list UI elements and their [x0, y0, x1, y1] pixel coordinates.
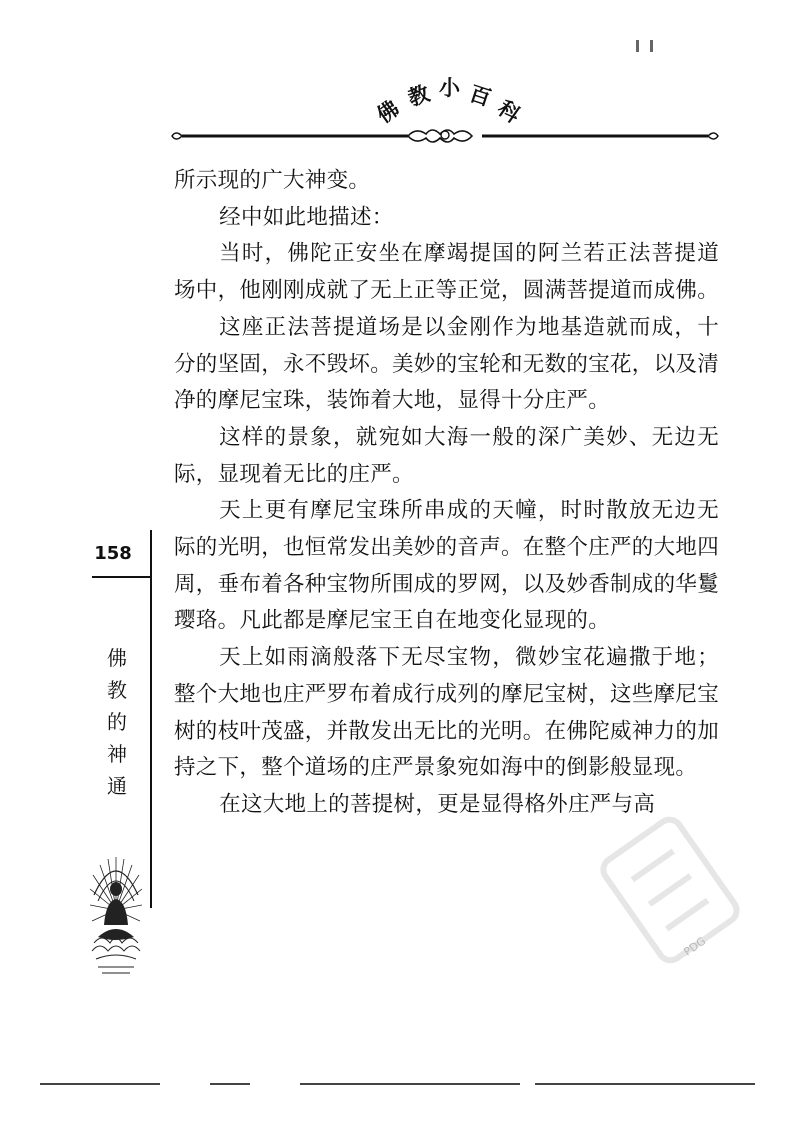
paragraph: 天上如雨滴般落下无尽宝物，微妙宝花遍撒于地；整个大地也庄严罗布着成行成列的摩尼宝树，这些摩尼宝树的枝叶茂盛，并散发出无比的光明。在佛陀威神力的加持之下，整个道场的庄严景象宛如海中的倒影般显现。 [174, 645, 720, 781]
paragraph: 这座正法菩提道场是以金刚作为地基造就而成，十分的坚固，永不毁坏。美妙的宝轮和无数的宝花，以及清净的摩尼宝珠，装饰着大地，显得十分庄严。 [174, 314, 720, 414]
paragraph: 所示现的广大神变。 [174, 168, 371, 193]
paragraph: 天上更有摩尼宝珠所串成的天幢，时时散放无边无际的光明，也恒常发出美妙的音声。在整个庄严的大地四周，垂布着各种宝物所围成的罗网，以及妙香制成的华鬘璎珞。凡此都是摩尼宝王自在地变化显现的。 [174, 498, 720, 634]
watermark-seal-icon [595, 790, 745, 990]
header-ornament-rule [170, 126, 720, 146]
page-number: 158 [94, 543, 132, 564]
watermark-text: PDG [681, 934, 709, 959]
running-header [170, 68, 720, 148]
header-title-char: 科 [493, 95, 525, 128]
margin-rule-horizontal [92, 576, 150, 578]
buddha-figure-icon [88, 855, 144, 980]
section-title-char: 的 [107, 710, 127, 734]
section-title-char: 神 [107, 742, 127, 766]
scan-artifact-line [40, 1083, 160, 1085]
paragraph: 这样的景象，就宛如大海一般的深广美妙、无边无际，显现着无比的庄严。 [174, 424, 719, 487]
header-title-char: 小 [439, 76, 460, 100]
scan-artifact-line [210, 1083, 250, 1085]
header-title [372, 72, 525, 128]
header-title-char: 百 [466, 81, 494, 111]
paragraph: 经中如此地描述： [219, 204, 394, 230]
scan-artifact-line [300, 1083, 520, 1085]
header-title-char: 佛 [372, 95, 404, 128]
paragraph: 在这大地上的菩提树，更是显得格外庄严与高 [219, 791, 656, 817]
section-title-char: 教 [107, 678, 127, 702]
body-text [174, 163, 719, 824]
header-title-char: 教 [405, 81, 433, 111]
section-title-char: 通 [107, 774, 127, 798]
scan-artifact [636, 40, 639, 52]
section-title-vertical [104, 642, 130, 802]
paragraph: 当时，佛陀正安坐在摩竭提国的阿兰若正法菩提道场中，他刚刚成就了无上正等正觉，圆满菩提道而成佛。 [174, 241, 720, 304]
section-title-char: 佛 [107, 646, 127, 670]
scan-artifact-line [535, 1083, 755, 1085]
scan-artifact [650, 40, 653, 52]
margin-rule-vertical [150, 530, 152, 908]
